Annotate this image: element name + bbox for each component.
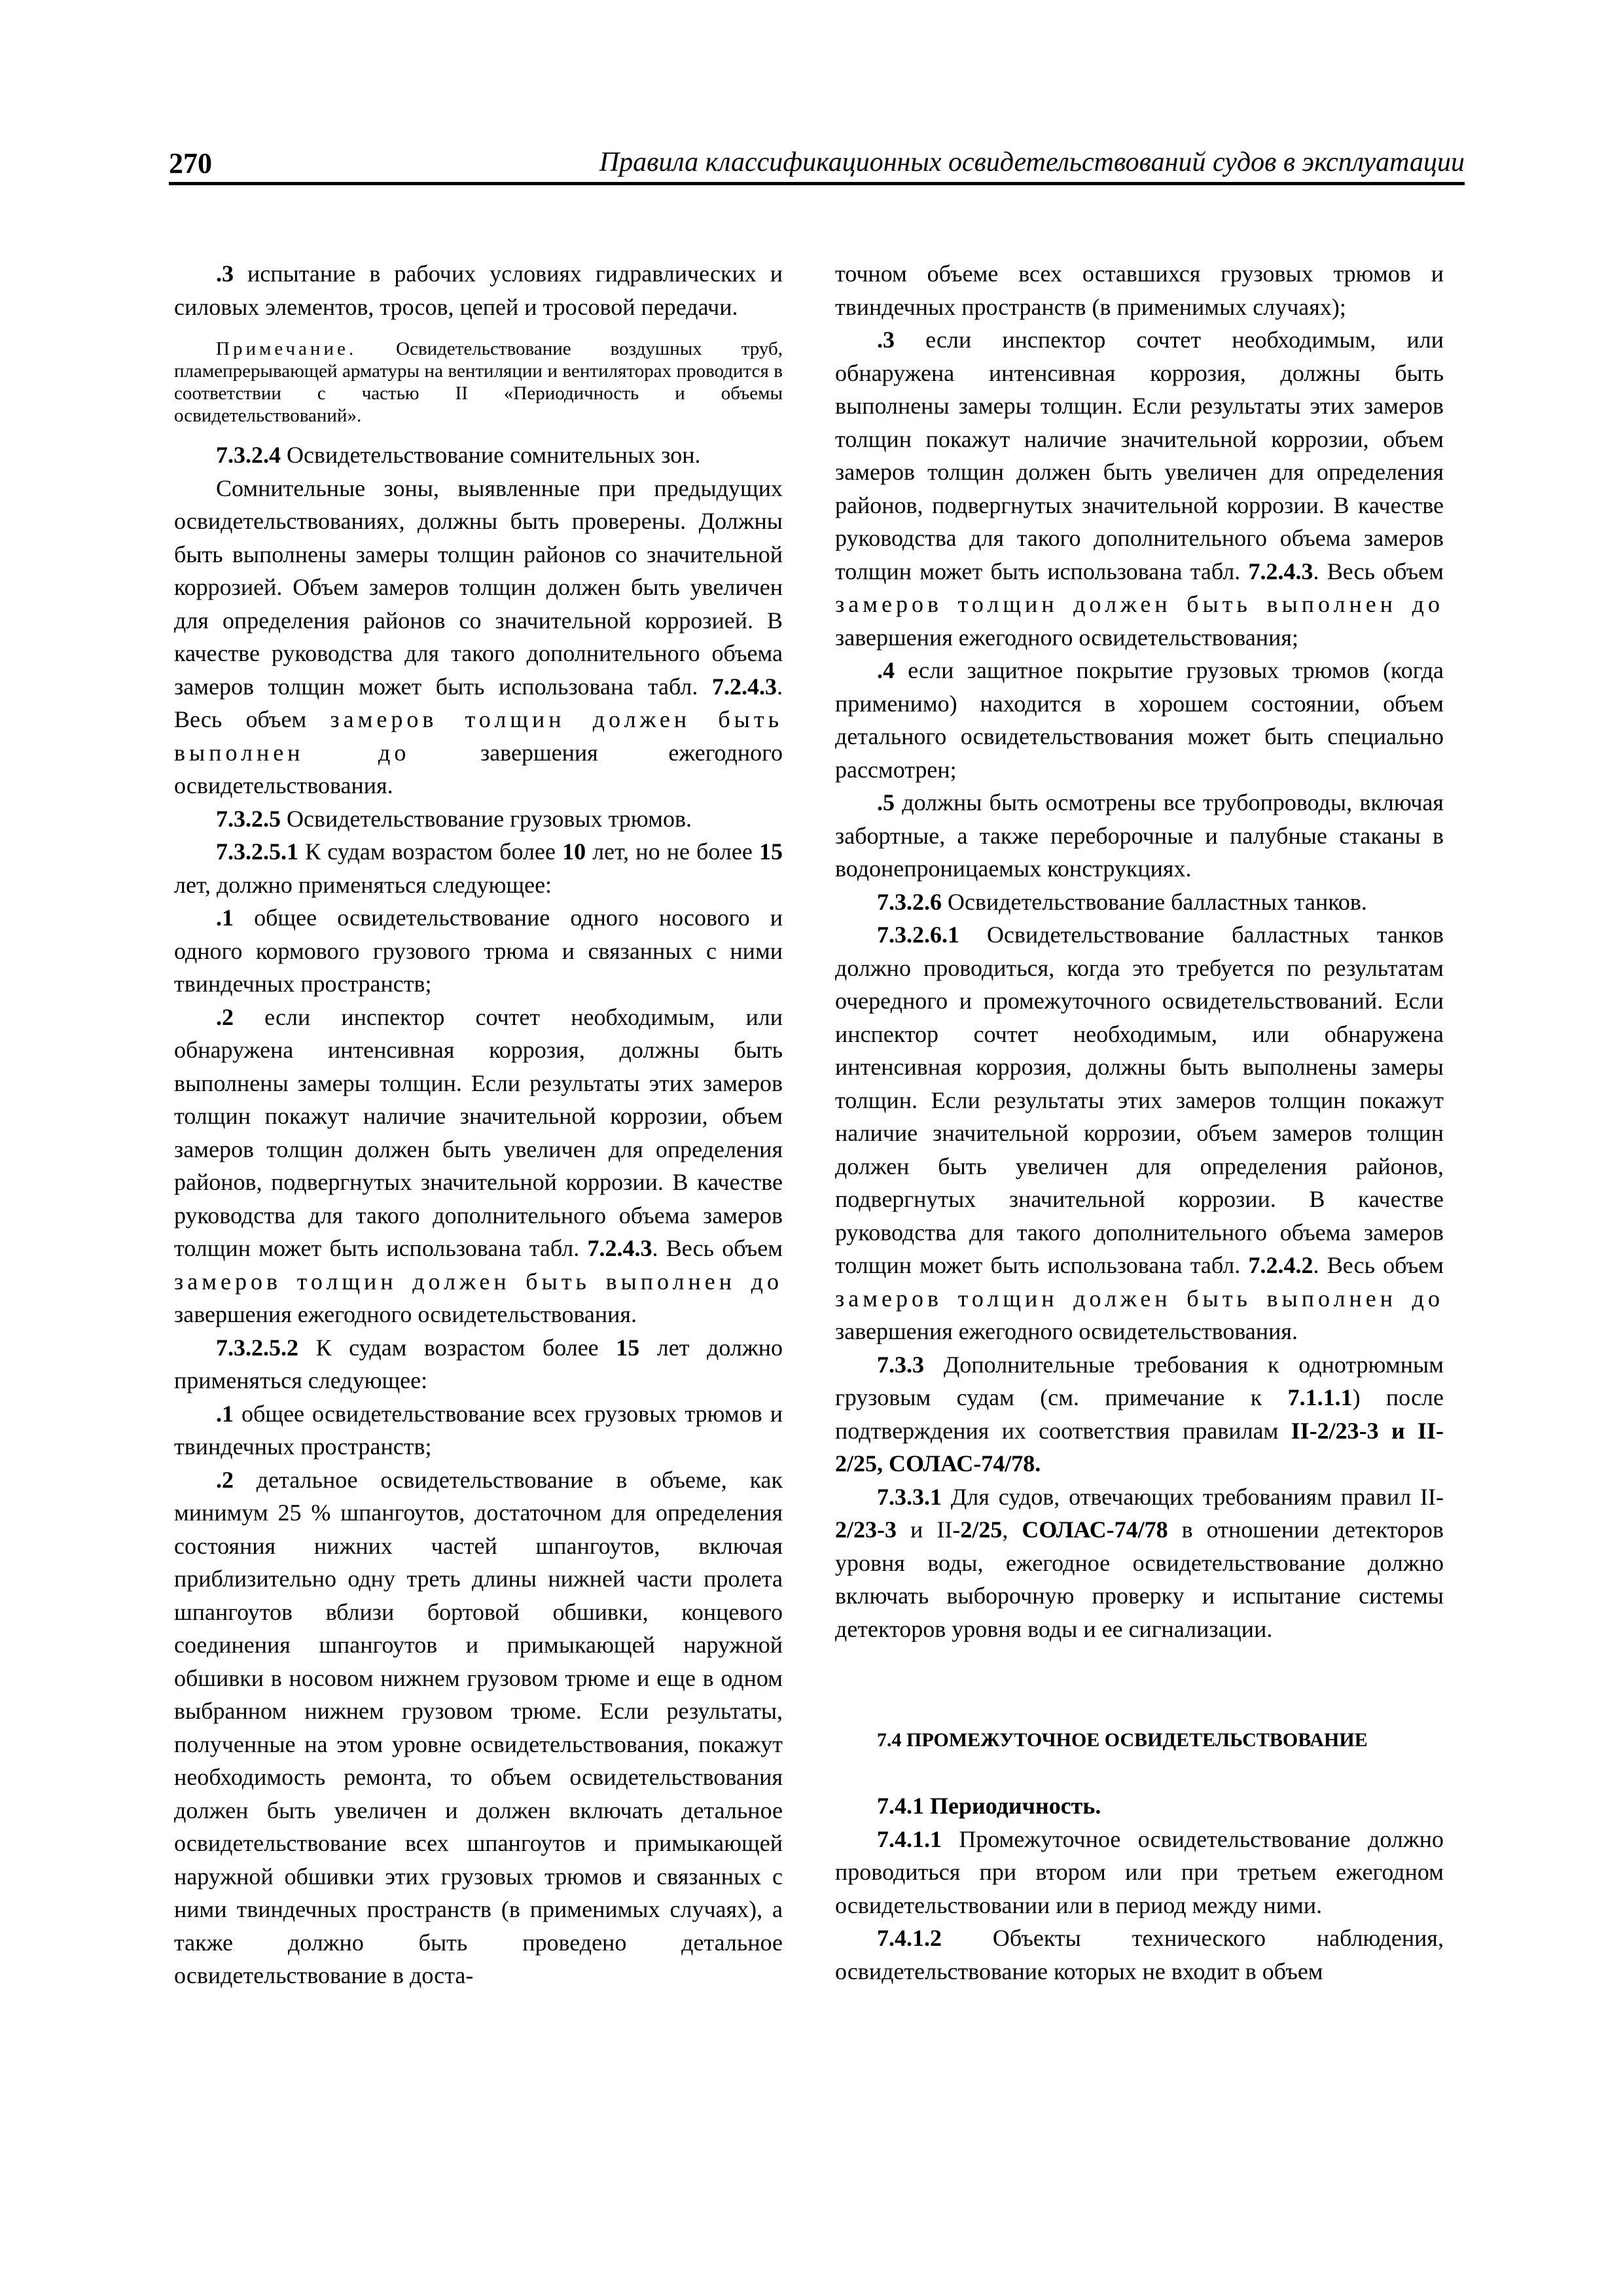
paragraph-text: завершения ежегодного освидетельствования; [835,624,1298,651]
paragraph-text: завершения ежегодного освидетельствования. [835,1318,1298,1344]
running-header [169,143,1465,185]
paragraph [174,1463,783,1992]
rules-ref: II-2/23-3 и II-2/25, СОЛАС-74/78. [835,1417,1444,1477]
clause-number: 7.3.2.5 [216,805,281,832]
page-number: 270 [169,147,212,179]
table-ref: 7.2.4.3 [1248,558,1313,584]
paragraph [835,654,1444,786]
paragraph-text: Промежуточное освидетельствование должно проводиться при втором или при третьем ежегодном освидетельствовании или в период между ними. [835,1825,1444,1918]
table-ref: 7.2.4.2 [1248,1252,1313,1278]
paragraph [174,1331,783,1397]
paragraph [835,1348,1444,1480]
paragraph-text: общее освидетельствование всех грузовых трюмов и твиндечных пространств; [174,1400,783,1460]
number: 10 [562,838,586,865]
paragraph-text: Освидетельствование грузовых трюмов. [281,805,692,832]
table-ref: 7.2.4.3 [712,673,777,700]
paragraph-text: завершения ежегодного освидетельствования. [174,739,783,798]
item-number: .1 [216,905,234,931]
clause-number: 7.3.2.6 [877,888,942,915]
paragraph-text: Сомнительные зоны, выявленные при предыдущих освидетельствованиях, должны быть проверены. Должны быть выполнены замеры толщин районов со значительной коррозией. Объем замеров толщин должен быть увеличен для определения районов со значительной коррозией. В качестве руководства для такого дополнительного объема замеров толщин может быть использована табл. [174,475,783,700]
right-column [835,257,1444,1988]
rules-ref: 2/23-3 [835,1516,897,1543]
paragraph-text: . Весь объем [1313,1252,1444,1278]
clause-ref: 7.1.1.1 [1287,1384,1353,1410]
paragraph-text: детальное освидетельствование в объеме, как минимум 25 % шпангоутов, достаточном для определения состояния нижних частей шпангоутов, включая приблизительно одну треть длины нижней части пролета шпангоутов вблизи бортовой обшивки, концевого соединения шпангоутов и примыкающей наружной обшивки в носовом нижнем грузовом трюме и еще в одном выбранном нижнем грузовом трюме. Если результаты, полученные на этом уровне освидетельствования, покажут необходимость ремонта, то объем освидетельствования должен быть увеличен и должен включать детальное освидетельствование всех шпангоутов и примыкающей наружной обшивки этих грузовых трюмов и связанных с ними твиндечных пространств (в применимых случаях), а также должно быть проведено детальное освидетельствование в доста- [174,1466,783,1988]
clause-number: 7.3.3 [877,1351,924,1378]
note-label: Примечание. [216,338,357,359]
item-number: .1 [216,1400,234,1427]
paragraph-text: Объекты технического наблюдения, освидетельствование которых не входит в объем [835,1925,1444,1984]
item-number: .5 [877,789,895,816]
clause-number: 7.4.1.2 [877,1925,942,1951]
paragraph-text: и II- [897,1516,961,1543]
paragraph-text: . Весь объем [174,673,783,732]
clause-number: 7.3.2.6.1 [877,922,959,948]
paragraph [174,439,783,472]
item-number: .2 [216,1003,234,1030]
paragraph-text: лет должно применяться следующее: [174,1334,783,1393]
number: 15 [616,1334,640,1361]
paragraph-text: если инспектор сочтет необходимым, или обнаружена интенсивная коррозия, должны быть выполнены замеры толщин. Если результаты этих замеров толщин покажут наличие значительной коррозии, объем замеров толщин должен быть увеличен для определения районов, подвергнутых значительной коррозии. В качестве руководства для такого дополнительного объема замеров толщин может быть использована табл. [174,1003,783,1261]
spacer [835,1757,1444,1789]
paragraph-text: лет, но не более [586,838,759,865]
rules-ref: 2/25 [960,1516,1003,1543]
paragraph-text: в отношении детекторов уровня воды, ежегодное освидетельствование должно включать выборочную проверку и испытание системы детекторов уровня воды и ее сигнализации. [835,1516,1444,1642]
section-heading: 7.4 ПРОМЕЖУТОЧНОЕ ОСВИДЕТЕЛЬСТВОВАНИЕ [877,1729,1368,1751]
table-ref: 7.2.4.3 [587,1235,652,1261]
paragraph-text: Для судов, отвечающих требованиям правил II- [942,1483,1444,1510]
paragraph-text: Дополнительные требования к однотрюмным грузовым судам (см. примечание к [835,1351,1444,1410]
note [174,338,783,427]
clause-number: 7.3.2.5.2 [216,1334,298,1361]
item-number: .3 [877,327,895,353]
paragraph-text: испытание в рабочих условиях гидравлических и силовых элементов, тросов, цепей и тросовой передачи. [174,260,783,320]
clause-number: 7.4.1 [877,1793,924,1819]
paragraph [835,886,1444,919]
paragraph-text: К судам возрастом более [298,1334,616,1361]
paragraph-text: точном объеме всех оставшихся грузовых трюмов и твиндечных пространств (в применимых случаях); [835,260,1444,320]
paragraph [835,257,1444,323]
spaced-text: замеров толщин должен быть выполнен до [174,706,783,766]
clause-number: 7.3.2.5.1 [216,838,298,865]
note-text: Освидетельствование воздушных труб, пламепрерывающей арматуры на вентиляции и вентиляторах проводится в соответствии с частью II «Периодичность и объемы освидетельствований». [174,338,783,426]
left-column [174,257,783,1992]
spaced-text: замеров толщин должен быть выполнен до [174,1268,783,1295]
paragraph [835,786,1444,886]
paragraph-text: Освидетельствование балластных танков. [942,888,1367,915]
paragraph-text: ) после подтверждения их соответствия правилам [835,1384,1444,1444]
paragraph-text: К судам возрастом более [298,838,563,865]
paragraph-text: общее освидетельствование одного носового и одного кормового грузового трюма и связанных с ними твиндечных пространств; [174,905,783,997]
paragraph [174,1001,783,1331]
paragraph-text: Освидетельствование сомнительных зон. [281,442,701,468]
paragraph-text: завершения ежегодного освидетельствования. [174,1301,637,1327]
spaced-text: замеров толщин должен быть выполнен до [835,1285,1444,1312]
spacer [835,1645,1444,1724]
paragraph [174,802,783,836]
paragraph-text: Освидетельствование балластных танков должно проводиться, когда это требуется по результатам очередного и промежуточного освидетельствований. Если инспектор сочтет необходимым, или обнаружена интенсивная коррозия, должны быть выполнены замеры толщин. Если результаты этих замеров толщин покажут наличие значительной коррозии, объем замеров толщин должен быть увеличен для определения районов, подвергнутых значительной коррозии. В качестве руководства для такого дополнительного объема замеров толщин может быть использована табл. [835,922,1444,1278]
paragraph-text: . Весь объем [652,1235,783,1261]
paragraph [174,257,783,323]
number: 15 [759,838,783,865]
running-title: Правила классификационных освидетельствований судов в эксплуатации [599,147,1465,177]
item-number: .3 [216,260,234,287]
paragraph-text: лет, должно применяться следующее: [174,871,552,898]
spaced-text: замеров толщин должен быть выполнен до [835,591,1444,617]
clause-number: 7.3.3.1 [877,1483,942,1510]
paragraph [174,1397,783,1463]
item-number: .2 [216,1466,234,1493]
paragraph-text: . Весь объем [1313,558,1444,584]
paragraph-text: должны быть осмотрены все трубопроводы, включая забортные, а также переборочные и палубные стаканы в водонепроницаемых конструкциях. [835,789,1444,882]
paragraph [174,901,783,1001]
paragraph-text: если инспектор сочтет необходимым, или обнаружена интенсивная коррозия, должны быть выполнены замеры толщин. Если результаты этих замеров толщин покажут наличие значительной коррозии, объем замеров толщин должен быть увеличен для определения районов, подвергнутых значительной коррозии. В качестве руководства для такого дополнительного объема замеров толщин может быть использована табл. [835,327,1444,584]
paragraph [174,835,783,901]
rules-ref: СОЛАС-74/78 [1022,1516,1168,1543]
paragraph [835,918,1444,1348]
item-number: .4 [877,657,895,683]
paragraph [835,1789,1444,1823]
subheading-text: Периодичность. [924,1793,1101,1819]
paragraph-text: если защитное покрытие грузовых трюмов (когда применимо) находится в хорошем состоянии, объем детального освидетельствования может быть специально рассмотрен; [835,657,1444,783]
paragraph [835,1922,1444,1988]
paragraph [835,1480,1444,1646]
paragraph-text: , [1002,1516,1022,1543]
paragraph [174,472,783,802]
paragraph [835,1823,1444,1922]
paragraph [835,323,1444,654]
clause-number: 7.4.1.1 [877,1825,942,1852]
clause-number: 7.3.2.4 [216,442,281,468]
